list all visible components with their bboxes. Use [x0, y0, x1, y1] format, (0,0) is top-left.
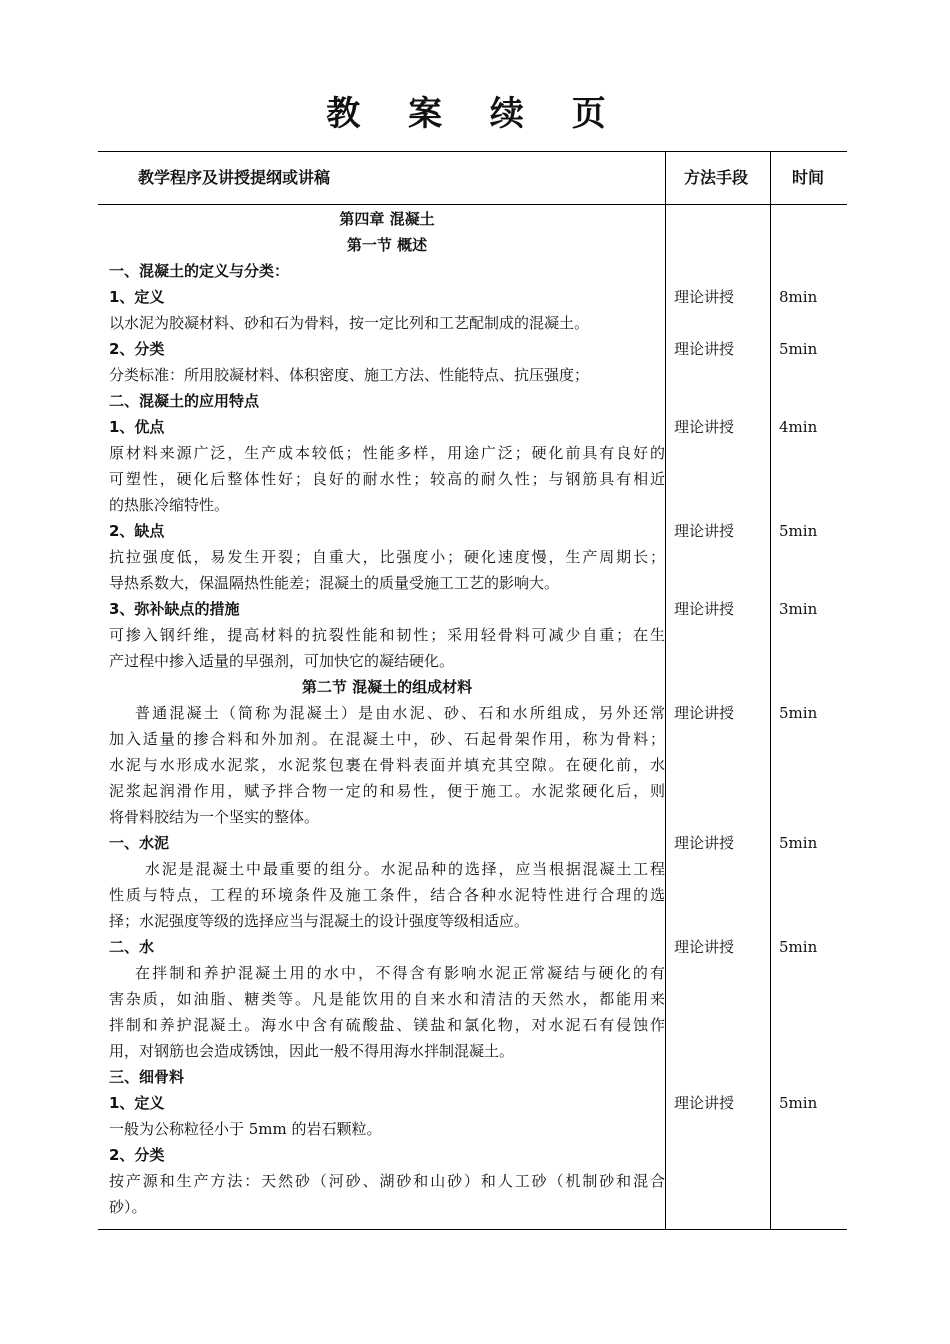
header-content: 教学程序及讲授提纲或讲稿 [138, 168, 331, 187]
time-cell: 8min [779, 288, 818, 306]
column-divider-method [665, 151, 666, 1229]
heading: 二、水 [109, 938, 155, 956]
section-title: 第二节 混凝土的组成材料 [301, 678, 473, 696]
text-line: 分类标准：所用胶凝材料、体积密度、施工方法、性能特点、抗压强度； [109, 366, 590, 384]
time-cell: 3min [779, 600, 818, 618]
text-line: 水泥与水形成水泥浆，水泥浆包裹在骨料表面并填充其空隙。在硬化前，水 [109, 756, 665, 774]
method-cell: 理论讲授 [674, 522, 735, 540]
time-cell: 5min [779, 938, 818, 956]
method-cell: 理论讲授 [674, 418, 735, 436]
text-line: 抗拉强度低，易发生开裂；自重大，比强度小；硬化速度慢，生产周期长； [109, 548, 665, 566]
text-line: 原材料来源广泛，生产成本较低；性能多样，用途广泛；硬化前具有良好的 [109, 444, 665, 462]
heading: 一、水泥 [109, 834, 170, 852]
time-cell: 5min [779, 340, 818, 358]
header-time: 时间 [792, 168, 825, 187]
subheading: 3、弥补缺点的措施 [109, 600, 240, 618]
text-line: 性质与特点，工程的环境条件及施工条件，结合各种水泥特性进行合理的选 [109, 886, 665, 904]
text-line: 水泥是混凝土中最重要的组分。水泥品种的选择，应当根据混凝土工程 [145, 860, 665, 878]
text-line: 一般为公称粒径小于 5mm 的岩石颗粒。 [109, 1120, 382, 1138]
table-bottom-border [98, 1229, 847, 1230]
lecture-content [109, 206, 665, 1220]
method-cell: 理论讲授 [674, 288, 735, 306]
text-line: 按产源和生产方法：天然砂（河砂、湖砂和山砂）和人工砂（机制砂和混合 [109, 1172, 665, 1190]
text-line: 普通混凝土（简称为混凝土）是由水泥、砂、石和水所组成，另外还常 [135, 704, 665, 722]
subheading: 2、分类 [109, 340, 165, 358]
subheading: 1、优点 [109, 418, 165, 436]
method-cell: 理论讲授 [674, 600, 735, 618]
time-cell: 5min [779, 522, 818, 540]
heading: 三、细骨料 [109, 1068, 185, 1086]
column-divider-time [770, 151, 771, 1229]
text-line: 将骨料胶结为一个坚实的整体。 [109, 808, 320, 826]
subheading: 2、分类 [109, 1146, 165, 1164]
text-line: 的热胀冷缩特性。 [109, 496, 230, 514]
text-line: 拌制和养护混凝土。海水中含有硫酸盐、镁盐和氯化物，对水泥石有侵蚀作 [109, 1016, 665, 1034]
text-line: 可塑性，硬化后整体性好；良好的耐水性；较高的耐久性；与钢筋具有相近 [109, 470, 665, 488]
time-cell: 4min [779, 418, 818, 436]
text-line: 用，对钢筋也会造成锈蚀，因此一般不得用海水拌制混凝土。 [109, 1042, 515, 1060]
text-line: 泥浆起润滑作用，赋予拌合物一定的和易性，便于施工。水泥浆硬化后，则 [109, 782, 665, 800]
text-line: 导热系数大，保温隔热性能差；混凝土的质量受施工工艺的影响大。 [109, 574, 560, 592]
text-line: 害杂质，如油脂、糖类等。凡是能饮用的自来水和清洁的天然水，都能用来 [109, 990, 665, 1008]
time-cell: 5min [779, 834, 818, 852]
time-cell: 5min [779, 704, 818, 722]
heading: 二、混凝土的应用特点 [109, 392, 260, 410]
text-line: 加入适量的掺合料和外加剂。在混凝土中，砂、石起骨架作用，称为骨料； [109, 730, 665, 748]
time-cell: 5min [779, 1094, 818, 1112]
method-cell: 理论讲授 [674, 704, 735, 722]
heading: 一、混凝土的定义与分类： [109, 262, 290, 280]
section-title: 第一节 概述 [346, 236, 428, 254]
table-header-divider [98, 204, 847, 205]
page-title: 教 案 续 页 [326, 94, 624, 134]
text-line: 以水泥为胶凝材料、砂和石为骨料，按一定比列和工艺配制成的混凝土。 [109, 314, 590, 332]
header-method: 方法手段 [684, 168, 749, 187]
text-line: 产过程中掺入适量的早强剂，可加快它的凝结硬化。 [109, 652, 455, 670]
chapter-title: 第四章 混凝土 [339, 210, 435, 228]
text-line: 砂）。 [109, 1198, 147, 1216]
method-cell: 理论讲授 [674, 938, 735, 956]
subheading: 1、定义 [109, 1094, 165, 1112]
text-line: 择；水泥强度等级的选择应当与混凝土的设计强度等级相适应。 [109, 912, 530, 930]
method-cell: 理论讲授 [674, 834, 735, 852]
subheading: 2、缺点 [109, 522, 165, 540]
method-cell: 理论讲授 [674, 1094, 735, 1112]
method-cell: 理论讲授 [674, 340, 735, 358]
text-line: 可掺入钢纤维，提高材料的抗裂性能和韧性；采用轻骨料可减少自重；在生 [109, 626, 665, 644]
text-line: 在拌制和养护混凝土用的水中，不得含有影响水泥正常凝结与硬化的有 [135, 964, 665, 982]
subheading: 1、定义 [109, 288, 165, 306]
